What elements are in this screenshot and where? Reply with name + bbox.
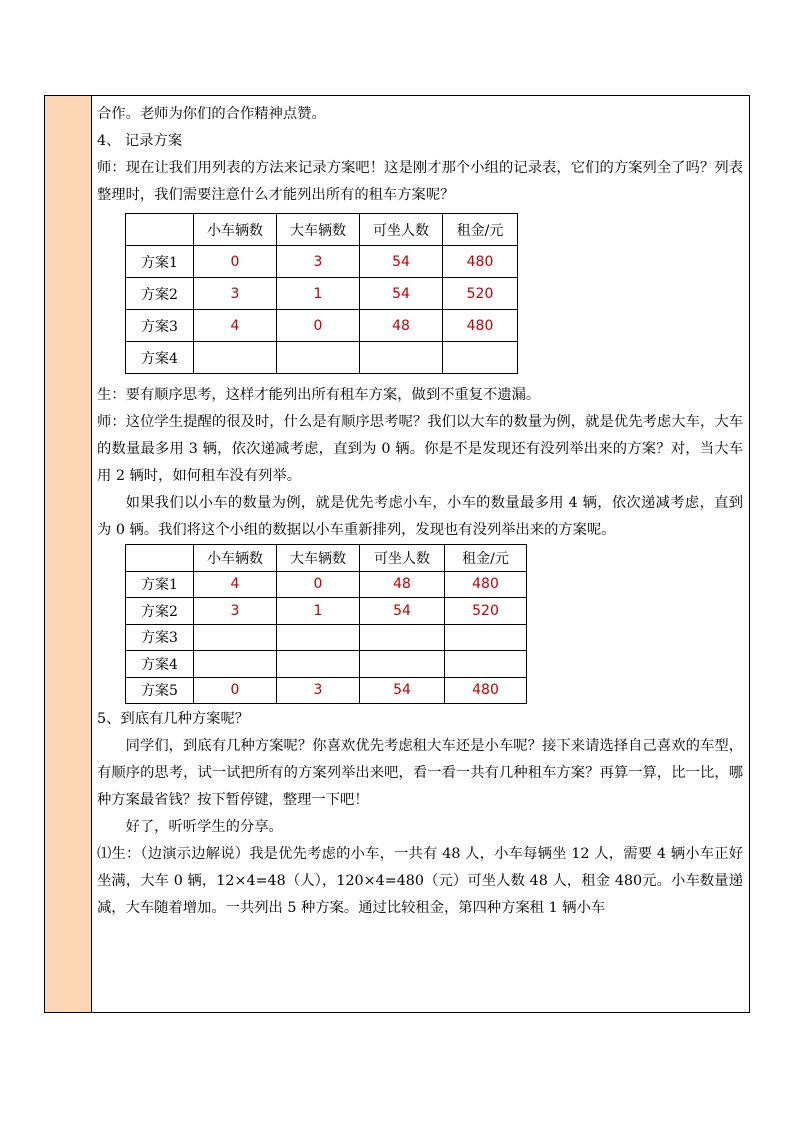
- header-cell: 小车辆数: [194, 214, 277, 246]
- value-cell: [194, 651, 277, 678]
- row-label-cell: 方案3: [126, 624, 194, 651]
- record-table-1: [125, 213, 518, 374]
- value-cell: 480: [445, 571, 527, 598]
- value-cell: 1: [277, 278, 360, 310]
- header-cell: [126, 214, 194, 246]
- value-cell: 54: [360, 598, 445, 625]
- row-label-cell: 方案3: [126, 310, 194, 342]
- value-cell: 480: [445, 677, 527, 704]
- value-cell: 48: [360, 310, 443, 342]
- row-label-cell: 方案2: [126, 598, 194, 625]
- value-cell: 0: [194, 246, 277, 278]
- value-cell: 0: [277, 310, 360, 342]
- value-cell: 0: [277, 571, 360, 598]
- value-cell: 1: [277, 598, 360, 625]
- table-header-row: [126, 545, 527, 572]
- value-cell: 48: [360, 571, 445, 598]
- value-cell: [277, 624, 360, 651]
- section-heading-record-plans: 4、 记录方案: [97, 133, 183, 149]
- value-cell: 4: [194, 571, 277, 598]
- header-cell: 小车辆数: [194, 545, 277, 572]
- paragraph-share: 好了，听听学生的分享。: [125, 819, 283, 835]
- table-row: [126, 677, 527, 704]
- value-cell: [277, 651, 360, 678]
- value-cell: [360, 342, 443, 374]
- value-cell: 480: [443, 310, 518, 342]
- section-heading-how-many: 5、到底有几种方案呢？: [97, 711, 250, 727]
- table-row: [126, 310, 518, 342]
- row-label-cell: 方案5: [126, 677, 194, 704]
- value-cell: [443, 342, 518, 374]
- value-cell: 54: [360, 278, 443, 310]
- value-cell: [194, 624, 277, 651]
- value-cell: 3: [194, 278, 277, 310]
- table-row: [126, 598, 527, 625]
- table-row: [126, 571, 527, 598]
- header-cell: 租金/元: [445, 545, 527, 572]
- paragraph-small-car: 如果我们以小车的数量为例，就是优先考虑小车，小车的数量最多用 4 辆，依次递减考虑，直到为 0 辆。我们将这个小组的数据以小车重新排列，发现也有没列举出来的方案呢。: [97, 495, 743, 538]
- value-cell: 3: [194, 598, 277, 625]
- paragraph-task: 同学们，到底有几种方案呢？你喜欢优先考虑租大车还是小车呢？接下来请选择自己喜欢的车型，有顺序的思考，试一试把所有的方案列举出来吧，看一看一共有几种租车方案？再算一算，比一比，哪种方案最省钱？按下暂停键，整理一下吧！: [97, 738, 743, 808]
- value-cell: [360, 651, 445, 678]
- header-cell: 可坐人数: [360, 214, 443, 246]
- paragraph-teacher-big-car: 师：这位学生提醒的很及时，什么是有顺序思考呢？我们以大车的数量为例，就是优先考虑大车，大车的数量最多用 3 辆，依次递减考虑，直到为 0 辆。你是不是发现还有没列举出来的方案？对，当大车用 2 辆时，如何租车没有列举。: [97, 414, 743, 484]
- table-row: [126, 651, 527, 678]
- row-label-cell: 方案4: [126, 342, 194, 374]
- value-cell: [445, 651, 527, 678]
- paragraph-student-demo: ⑴生：（边演示边解说）我是优先考虑的小车，一共有 48 人，小车每辆坐 12 人，需要 4 辆小车正好坐满，大车 0 辆，12×4=48（人），120×4=480（元）可坐人数 48 人，租金 480元。小车数量递减，大车随着增加。一共列出 5 种方案。通过比较租金，第四种方案租 1 辆小车: [97, 846, 743, 916]
- value-cell: 54: [360, 677, 445, 704]
- header-cell: 可坐人数: [360, 545, 445, 572]
- table-row: [126, 624, 527, 651]
- lesson-content: [92, 96, 749, 1012]
- header-cell: [126, 545, 194, 572]
- value-cell: [445, 624, 527, 651]
- value-cell: 54: [360, 246, 443, 278]
- paragraph-praise: 合作。老师为你们的合作精神点赞。: [97, 106, 326, 122]
- lesson-frame: [44, 95, 750, 1013]
- header-cell: 大车辆数: [277, 545, 360, 572]
- row-label-cell: 方案4: [126, 651, 194, 678]
- table-row: [126, 246, 518, 278]
- row-label-cell: 方案2: [126, 278, 194, 310]
- side-column: [45, 96, 92, 1012]
- table-row: [126, 278, 518, 310]
- value-cell: 4: [194, 310, 277, 342]
- value-cell: 520: [445, 598, 527, 625]
- value-cell: 520: [443, 278, 518, 310]
- header-cell: 大车辆数: [277, 214, 360, 246]
- value-cell: 3: [277, 246, 360, 278]
- value-cell: [194, 342, 277, 374]
- row-label-cell: 方案1: [126, 246, 194, 278]
- paragraph-teacher-list: 师：现在让我们用列表的方法来记录方案吧！这是刚才那个小组的记录表，它们的方案列全了吗？列表整理时，我们需要注意什么才能列出所有的租车方案呢？: [97, 160, 743, 203]
- value-cell: [360, 624, 445, 651]
- paragraph-student-order: 生：要有顺序思考，这样才能列出所有租车方案，做到不重复不遗漏。: [97, 387, 541, 403]
- table-header-row: [126, 214, 518, 246]
- record-table-2: [125, 544, 527, 704]
- value-cell: 0: [194, 677, 277, 704]
- value-cell: 480: [443, 246, 518, 278]
- row-label-cell: 方案1: [126, 571, 194, 598]
- value-cell: 3: [277, 677, 360, 704]
- header-cell: 租金/元: [443, 214, 518, 246]
- value-cell: [277, 342, 360, 374]
- table-row: [126, 342, 518, 374]
